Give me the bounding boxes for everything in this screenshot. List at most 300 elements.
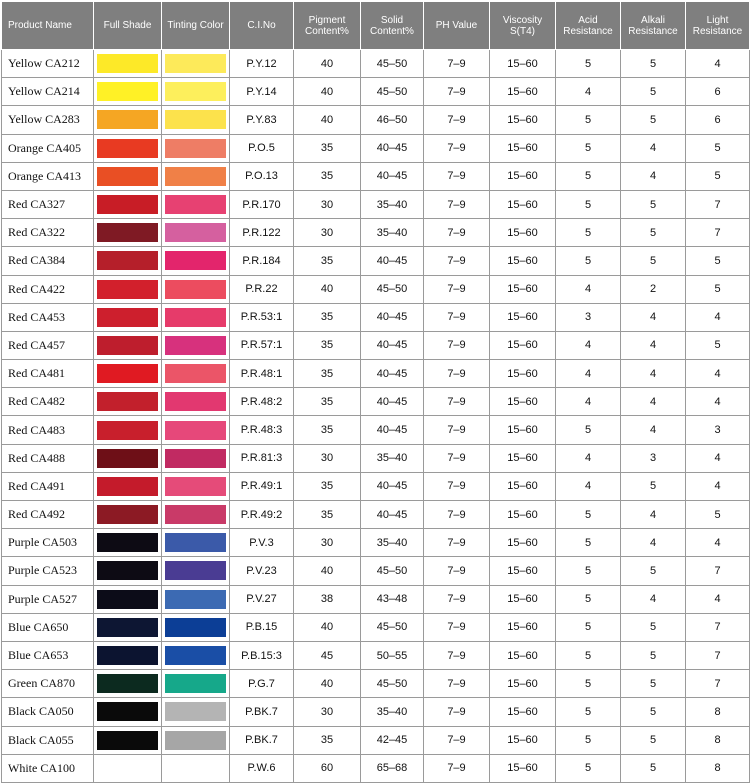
pigment-content: 40 (294, 78, 361, 106)
ci-number: P.R.81:3 (230, 444, 294, 472)
product-name: Black CA055 (2, 726, 94, 754)
pigment-content: 35 (294, 472, 361, 500)
light-resistance: 4 (686, 388, 750, 416)
ci-number: P.V.27 (230, 585, 294, 613)
acid-resistance: 4 (556, 331, 621, 359)
ph-value: 7–9 (424, 190, 490, 218)
full-shade-swatch-cell (94, 557, 162, 585)
product-name: Red CA327 (2, 190, 94, 218)
viscosity: 15–60 (490, 275, 556, 303)
alkali-resistance: 4 (621, 388, 686, 416)
tinting-color-swatch (165, 618, 226, 637)
ci-number: P.B.15:3 (230, 641, 294, 669)
alkali-resistance: 5 (621, 78, 686, 106)
full-shade-swatch-cell (94, 360, 162, 388)
tinting-color-swatch (165, 731, 226, 750)
ci-number: P.R.122 (230, 219, 294, 247)
tinting-color-swatch (165, 561, 226, 580)
product-name: Red CA492 (2, 501, 94, 529)
ph-value: 7–9 (424, 247, 490, 275)
alkali-resistance: 4 (621, 501, 686, 529)
header-pigment-content: Pigment Content% (294, 2, 361, 50)
product-name: Purple CA523 (2, 557, 94, 585)
tinting-color-swatch-cell (162, 134, 230, 162)
acid-resistance: 5 (556, 698, 621, 726)
ph-value: 7–9 (424, 50, 490, 78)
product-name: Blue CA650 (2, 613, 94, 641)
solid-content: 45–50 (361, 275, 424, 303)
header-ci-no: C.I.No (230, 2, 294, 50)
ph-value: 7–9 (424, 670, 490, 698)
pigment-content: 60 (294, 754, 361, 782)
ph-value: 7–9 (424, 275, 490, 303)
alkali-resistance: 4 (621, 416, 686, 444)
table-row (2, 388, 750, 416)
full-shade-swatch-cell (94, 444, 162, 472)
ci-number: P.V.3 (230, 529, 294, 557)
header-solid-content: Solid Content% (361, 2, 424, 50)
viscosity: 15–60 (490, 585, 556, 613)
header-product-name: Product Name (2, 2, 94, 50)
light-resistance: 7 (686, 641, 750, 669)
header-acid-resistance: Acid Resistance (556, 2, 621, 50)
tinting-color-swatch-cell (162, 360, 230, 388)
full-shade-swatch (97, 195, 158, 214)
viscosity: 15–60 (490, 190, 556, 218)
acid-resistance: 5 (556, 106, 621, 134)
light-resistance: 5 (686, 134, 750, 162)
full-shade-swatch (97, 364, 158, 383)
viscosity: 15–60 (490, 247, 556, 275)
table-row (2, 613, 750, 641)
pigment-content: 35 (294, 162, 361, 190)
light-resistance: 4 (686, 529, 750, 557)
solid-content: 35–40 (361, 698, 424, 726)
solid-content: 35–40 (361, 529, 424, 557)
table-row (2, 50, 750, 78)
tinting-color-swatch-cell (162, 247, 230, 275)
tinting-color-swatch-cell (162, 557, 230, 585)
alkali-resistance: 5 (621, 613, 686, 641)
tinting-color-swatch-cell (162, 78, 230, 106)
full-shade-swatch (97, 505, 158, 524)
header-alkali-resistance: Alkali Resistance (621, 2, 686, 50)
solid-content: 40–45 (361, 501, 424, 529)
acid-resistance: 5 (556, 585, 621, 613)
pigment-content: 30 (294, 219, 361, 247)
tinting-color-swatch-cell (162, 303, 230, 331)
light-resistance: 5 (686, 331, 750, 359)
acid-resistance: 5 (556, 190, 621, 218)
header-light-resistance: Light Resistance (686, 2, 750, 50)
acid-resistance: 5 (556, 50, 621, 78)
full-shade-swatch (97, 251, 158, 270)
product-name: Blue CA653 (2, 641, 94, 669)
tinting-color-swatch (165, 646, 226, 665)
solid-content: 40–45 (361, 247, 424, 275)
light-resistance: 5 (686, 247, 750, 275)
solid-content: 45–50 (361, 613, 424, 641)
header-row (2, 2, 750, 50)
pigment-content: 35 (294, 331, 361, 359)
tinting-color-swatch-cell (162, 416, 230, 444)
full-shade-swatch-cell (94, 529, 162, 557)
product-name: Yellow CA214 (2, 78, 94, 106)
full-shade-swatch (97, 110, 158, 129)
light-resistance: 8 (686, 726, 750, 754)
ci-number: P.O.13 (230, 162, 294, 190)
tinting-color-swatch (165, 139, 226, 158)
ph-value: 7–9 (424, 641, 490, 669)
tinting-color-swatch (165, 280, 226, 299)
full-shade-swatch (97, 477, 158, 496)
full-shade-swatch-cell (94, 670, 162, 698)
ci-number: P.R.170 (230, 190, 294, 218)
acid-resistance: 4 (556, 388, 621, 416)
light-resistance: 4 (686, 360, 750, 388)
viscosity: 15–60 (490, 613, 556, 641)
ph-value: 7–9 (424, 444, 490, 472)
acid-resistance: 4 (556, 78, 621, 106)
solid-content: 65–68 (361, 754, 424, 782)
ph-value: 7–9 (424, 754, 490, 782)
tinting-color-swatch (165, 505, 226, 524)
tinting-color-swatch-cell (162, 613, 230, 641)
tinting-color-swatch (165, 477, 226, 496)
table-row (2, 190, 750, 218)
alkali-resistance: 5 (621, 190, 686, 218)
light-resistance: 5 (686, 162, 750, 190)
ci-number: P.R.22 (230, 275, 294, 303)
full-shade-swatch (97, 336, 158, 355)
tinting-color-swatch-cell (162, 641, 230, 669)
light-resistance: 7 (686, 190, 750, 218)
full-shade-swatch-cell (94, 501, 162, 529)
ph-value: 7–9 (424, 585, 490, 613)
table-row (2, 529, 750, 557)
acid-resistance: 5 (556, 754, 621, 782)
pigment-content: 45 (294, 641, 361, 669)
alkali-resistance: 4 (621, 529, 686, 557)
viscosity: 15–60 (490, 134, 556, 162)
pigment-content: 35 (294, 726, 361, 754)
solid-content: 40–45 (361, 162, 424, 190)
solid-content: 40–45 (361, 416, 424, 444)
full-shade-swatch-cell (94, 641, 162, 669)
product-name: Orange CA413 (2, 162, 94, 190)
pigment-content: 30 (294, 529, 361, 557)
full-shade-swatch (97, 139, 158, 158)
viscosity: 15–60 (490, 641, 556, 669)
table-row (2, 162, 750, 190)
pigment-content: 35 (294, 501, 361, 529)
product-name: Orange CA405 (2, 134, 94, 162)
tinting-color-swatch-cell (162, 50, 230, 78)
full-shade-swatch-cell (94, 416, 162, 444)
full-shade-swatch-cell (94, 331, 162, 359)
ph-value: 7–9 (424, 388, 490, 416)
product-name: Red CA453 (2, 303, 94, 331)
pigment-content: 40 (294, 50, 361, 78)
pigment-content: 40 (294, 557, 361, 585)
full-shade-swatch-cell (94, 472, 162, 500)
tinting-color-swatch-cell (162, 190, 230, 218)
full-shade-swatch (97, 82, 158, 101)
ci-number: P.Y.14 (230, 78, 294, 106)
tinting-color-swatch (165, 421, 226, 440)
ph-value: 7–9 (424, 529, 490, 557)
tinting-color-swatch-cell (162, 585, 230, 613)
header-full-shade: Full Shade (94, 2, 162, 50)
pigment-content: 35 (294, 247, 361, 275)
ph-value: 7–9 (424, 698, 490, 726)
ci-number: P.BK.7 (230, 726, 294, 754)
product-name: Red CA491 (2, 472, 94, 500)
full-shade-swatch (97, 167, 158, 186)
viscosity: 15–60 (490, 726, 556, 754)
ph-value: 7–9 (424, 134, 490, 162)
full-shade-swatch-cell (94, 219, 162, 247)
product-name: Red CA488 (2, 444, 94, 472)
tinting-color-swatch (165, 167, 226, 186)
ci-number: P.R.48:3 (230, 416, 294, 444)
solid-content: 46–50 (361, 106, 424, 134)
ci-number: P.Y.83 (230, 106, 294, 134)
ph-value: 7–9 (424, 106, 490, 134)
alkali-resistance: 4 (621, 360, 686, 388)
ph-value: 7–9 (424, 331, 490, 359)
pigment-content: 38 (294, 585, 361, 613)
alkali-resistance: 4 (621, 162, 686, 190)
viscosity: 15–60 (490, 162, 556, 190)
solid-content: 42–45 (361, 726, 424, 754)
full-shade-swatch-cell (94, 78, 162, 106)
ph-value: 7–9 (424, 78, 490, 106)
ci-number: P.W.6 (230, 754, 294, 782)
product-name: Purple CA527 (2, 585, 94, 613)
viscosity: 15–60 (490, 388, 556, 416)
solid-content: 45–50 (361, 670, 424, 698)
full-shade-swatch (97, 533, 158, 552)
tinting-color-swatch-cell (162, 275, 230, 303)
full-shade-swatch (97, 392, 158, 411)
alkali-resistance: 5 (621, 557, 686, 585)
solid-content: 40–45 (361, 134, 424, 162)
light-resistance: 4 (686, 472, 750, 500)
tinting-color-swatch (165, 195, 226, 214)
tinting-color-swatch-cell (162, 219, 230, 247)
solid-content: 45–50 (361, 78, 424, 106)
viscosity: 15–60 (490, 219, 556, 247)
ci-number: P.G.7 (230, 670, 294, 698)
pigment-content: 35 (294, 388, 361, 416)
alkali-resistance: 3 (621, 444, 686, 472)
ci-number: P.R.53:1 (230, 303, 294, 331)
table-row (2, 360, 750, 388)
pigment-content: 30 (294, 698, 361, 726)
product-name: Red CA481 (2, 360, 94, 388)
viscosity: 15–60 (490, 444, 556, 472)
full-shade-swatch (97, 223, 158, 242)
acid-resistance: 5 (556, 670, 621, 698)
tinting-color-swatch-cell (162, 726, 230, 754)
tinting-color-swatch (165, 308, 226, 327)
light-resistance: 6 (686, 78, 750, 106)
tinting-color-swatch-cell (162, 331, 230, 359)
table-row (2, 754, 750, 782)
pigment-content: 35 (294, 416, 361, 444)
viscosity: 15–60 (490, 416, 556, 444)
solid-content: 40–45 (361, 472, 424, 500)
viscosity: 15–60 (490, 78, 556, 106)
acid-resistance: 5 (556, 162, 621, 190)
ci-number: P.O.5 (230, 134, 294, 162)
full-shade-swatch (97, 674, 158, 693)
table-row (2, 472, 750, 500)
full-shade-swatch (97, 731, 158, 750)
tinting-color-swatch (165, 674, 226, 693)
ci-number: P.R.57:1 (230, 331, 294, 359)
alkali-resistance: 4 (621, 585, 686, 613)
tinting-color-swatch (165, 449, 226, 468)
table-row (2, 670, 750, 698)
viscosity: 15–60 (490, 698, 556, 726)
light-resistance: 5 (686, 501, 750, 529)
product-name: Red CA457 (2, 331, 94, 359)
table-row (2, 106, 750, 134)
tinting-color-swatch (165, 759, 226, 778)
table-body (2, 50, 750, 783)
solid-content: 35–40 (361, 190, 424, 218)
alkali-resistance: 4 (621, 331, 686, 359)
alkali-resistance: 5 (621, 726, 686, 754)
full-shade-swatch (97, 421, 158, 440)
table-row (2, 134, 750, 162)
product-name: Red CA482 (2, 388, 94, 416)
pigment-spec-table (1, 1, 750, 783)
alkali-resistance: 5 (621, 247, 686, 275)
ci-number: P.B.15 (230, 613, 294, 641)
alkali-resistance: 5 (621, 754, 686, 782)
acid-resistance: 3 (556, 303, 621, 331)
full-shade-swatch (97, 280, 158, 299)
tinting-color-swatch-cell (162, 472, 230, 500)
viscosity: 15–60 (490, 472, 556, 500)
tinting-color-swatch (165, 54, 226, 73)
product-name: Yellow CA212 (2, 50, 94, 78)
full-shade-swatch (97, 308, 158, 327)
acid-resistance: 4 (556, 444, 621, 472)
full-shade-swatch-cell (94, 247, 162, 275)
solid-content: 45–50 (361, 557, 424, 585)
table-row (2, 331, 750, 359)
viscosity: 15–60 (490, 501, 556, 529)
solid-content: 40–45 (361, 303, 424, 331)
full-shade-swatch (97, 561, 158, 580)
tinting-color-swatch (165, 533, 226, 552)
light-resistance: 4 (686, 50, 750, 78)
pigment-content: 40 (294, 275, 361, 303)
full-shade-swatch-cell (94, 162, 162, 190)
pigment-content: 40 (294, 670, 361, 698)
pigment-content: 40 (294, 106, 361, 134)
tinting-color-swatch-cell (162, 529, 230, 557)
tinting-color-swatch (165, 364, 226, 383)
pigment-content: 35 (294, 134, 361, 162)
viscosity: 15–60 (490, 360, 556, 388)
full-shade-swatch-cell (94, 613, 162, 641)
table-row (2, 557, 750, 585)
tinting-color-swatch (165, 590, 226, 609)
acid-resistance: 4 (556, 275, 621, 303)
viscosity: 15–60 (490, 106, 556, 134)
header-tinting-color: Tinting Color (162, 2, 230, 50)
full-shade-swatch (97, 54, 158, 73)
acid-resistance: 5 (556, 557, 621, 585)
ci-number: P.R.48:2 (230, 388, 294, 416)
ph-value: 7–9 (424, 360, 490, 388)
product-name: White CA100 (2, 754, 94, 782)
light-resistance: 7 (686, 670, 750, 698)
light-resistance: 7 (686, 613, 750, 641)
pigment-content: 35 (294, 360, 361, 388)
ph-value: 7–9 (424, 557, 490, 585)
light-resistance: 8 (686, 754, 750, 782)
table-row (2, 275, 750, 303)
full-shade-swatch-cell (94, 106, 162, 134)
tinting-color-swatch (165, 336, 226, 355)
tinting-color-swatch-cell (162, 162, 230, 190)
viscosity: 15–60 (490, 529, 556, 557)
alkali-resistance: 5 (621, 50, 686, 78)
full-shade-swatch-cell (94, 303, 162, 331)
full-shade-swatch-cell (94, 50, 162, 78)
ci-number: P.R.184 (230, 247, 294, 275)
tinting-color-swatch (165, 223, 226, 242)
alkali-resistance: 5 (621, 219, 686, 247)
ci-number: P.BK.7 (230, 698, 294, 726)
ph-value: 7–9 (424, 162, 490, 190)
ph-value: 7–9 (424, 416, 490, 444)
table-row (2, 303, 750, 331)
viscosity: 15–60 (490, 670, 556, 698)
full-shade-swatch (97, 618, 158, 637)
ph-value: 7–9 (424, 303, 490, 331)
light-resistance: 7 (686, 557, 750, 585)
tinting-color-swatch-cell (162, 670, 230, 698)
product-name: Yellow CA283 (2, 106, 94, 134)
product-name: Red CA384 (2, 247, 94, 275)
full-shade-swatch (97, 449, 158, 468)
tinting-color-swatch (165, 251, 226, 270)
viscosity: 15–60 (490, 303, 556, 331)
solid-content: 40–45 (361, 331, 424, 359)
header-viscosity: Viscosity S(T4) (490, 2, 556, 50)
alkali-resistance: 2 (621, 275, 686, 303)
full-shade-swatch-cell (94, 585, 162, 613)
acid-resistance: 5 (556, 219, 621, 247)
header-ph-value: PH Value (424, 2, 490, 50)
ph-value: 7–9 (424, 472, 490, 500)
alkali-resistance: 5 (621, 472, 686, 500)
product-name: Black CA050 (2, 698, 94, 726)
light-resistance: 5 (686, 275, 750, 303)
alkali-resistance: 4 (621, 134, 686, 162)
ci-number: P.V.23 (230, 557, 294, 585)
acid-resistance: 5 (556, 726, 621, 754)
acid-resistance: 5 (556, 641, 621, 669)
solid-content: 35–40 (361, 219, 424, 247)
